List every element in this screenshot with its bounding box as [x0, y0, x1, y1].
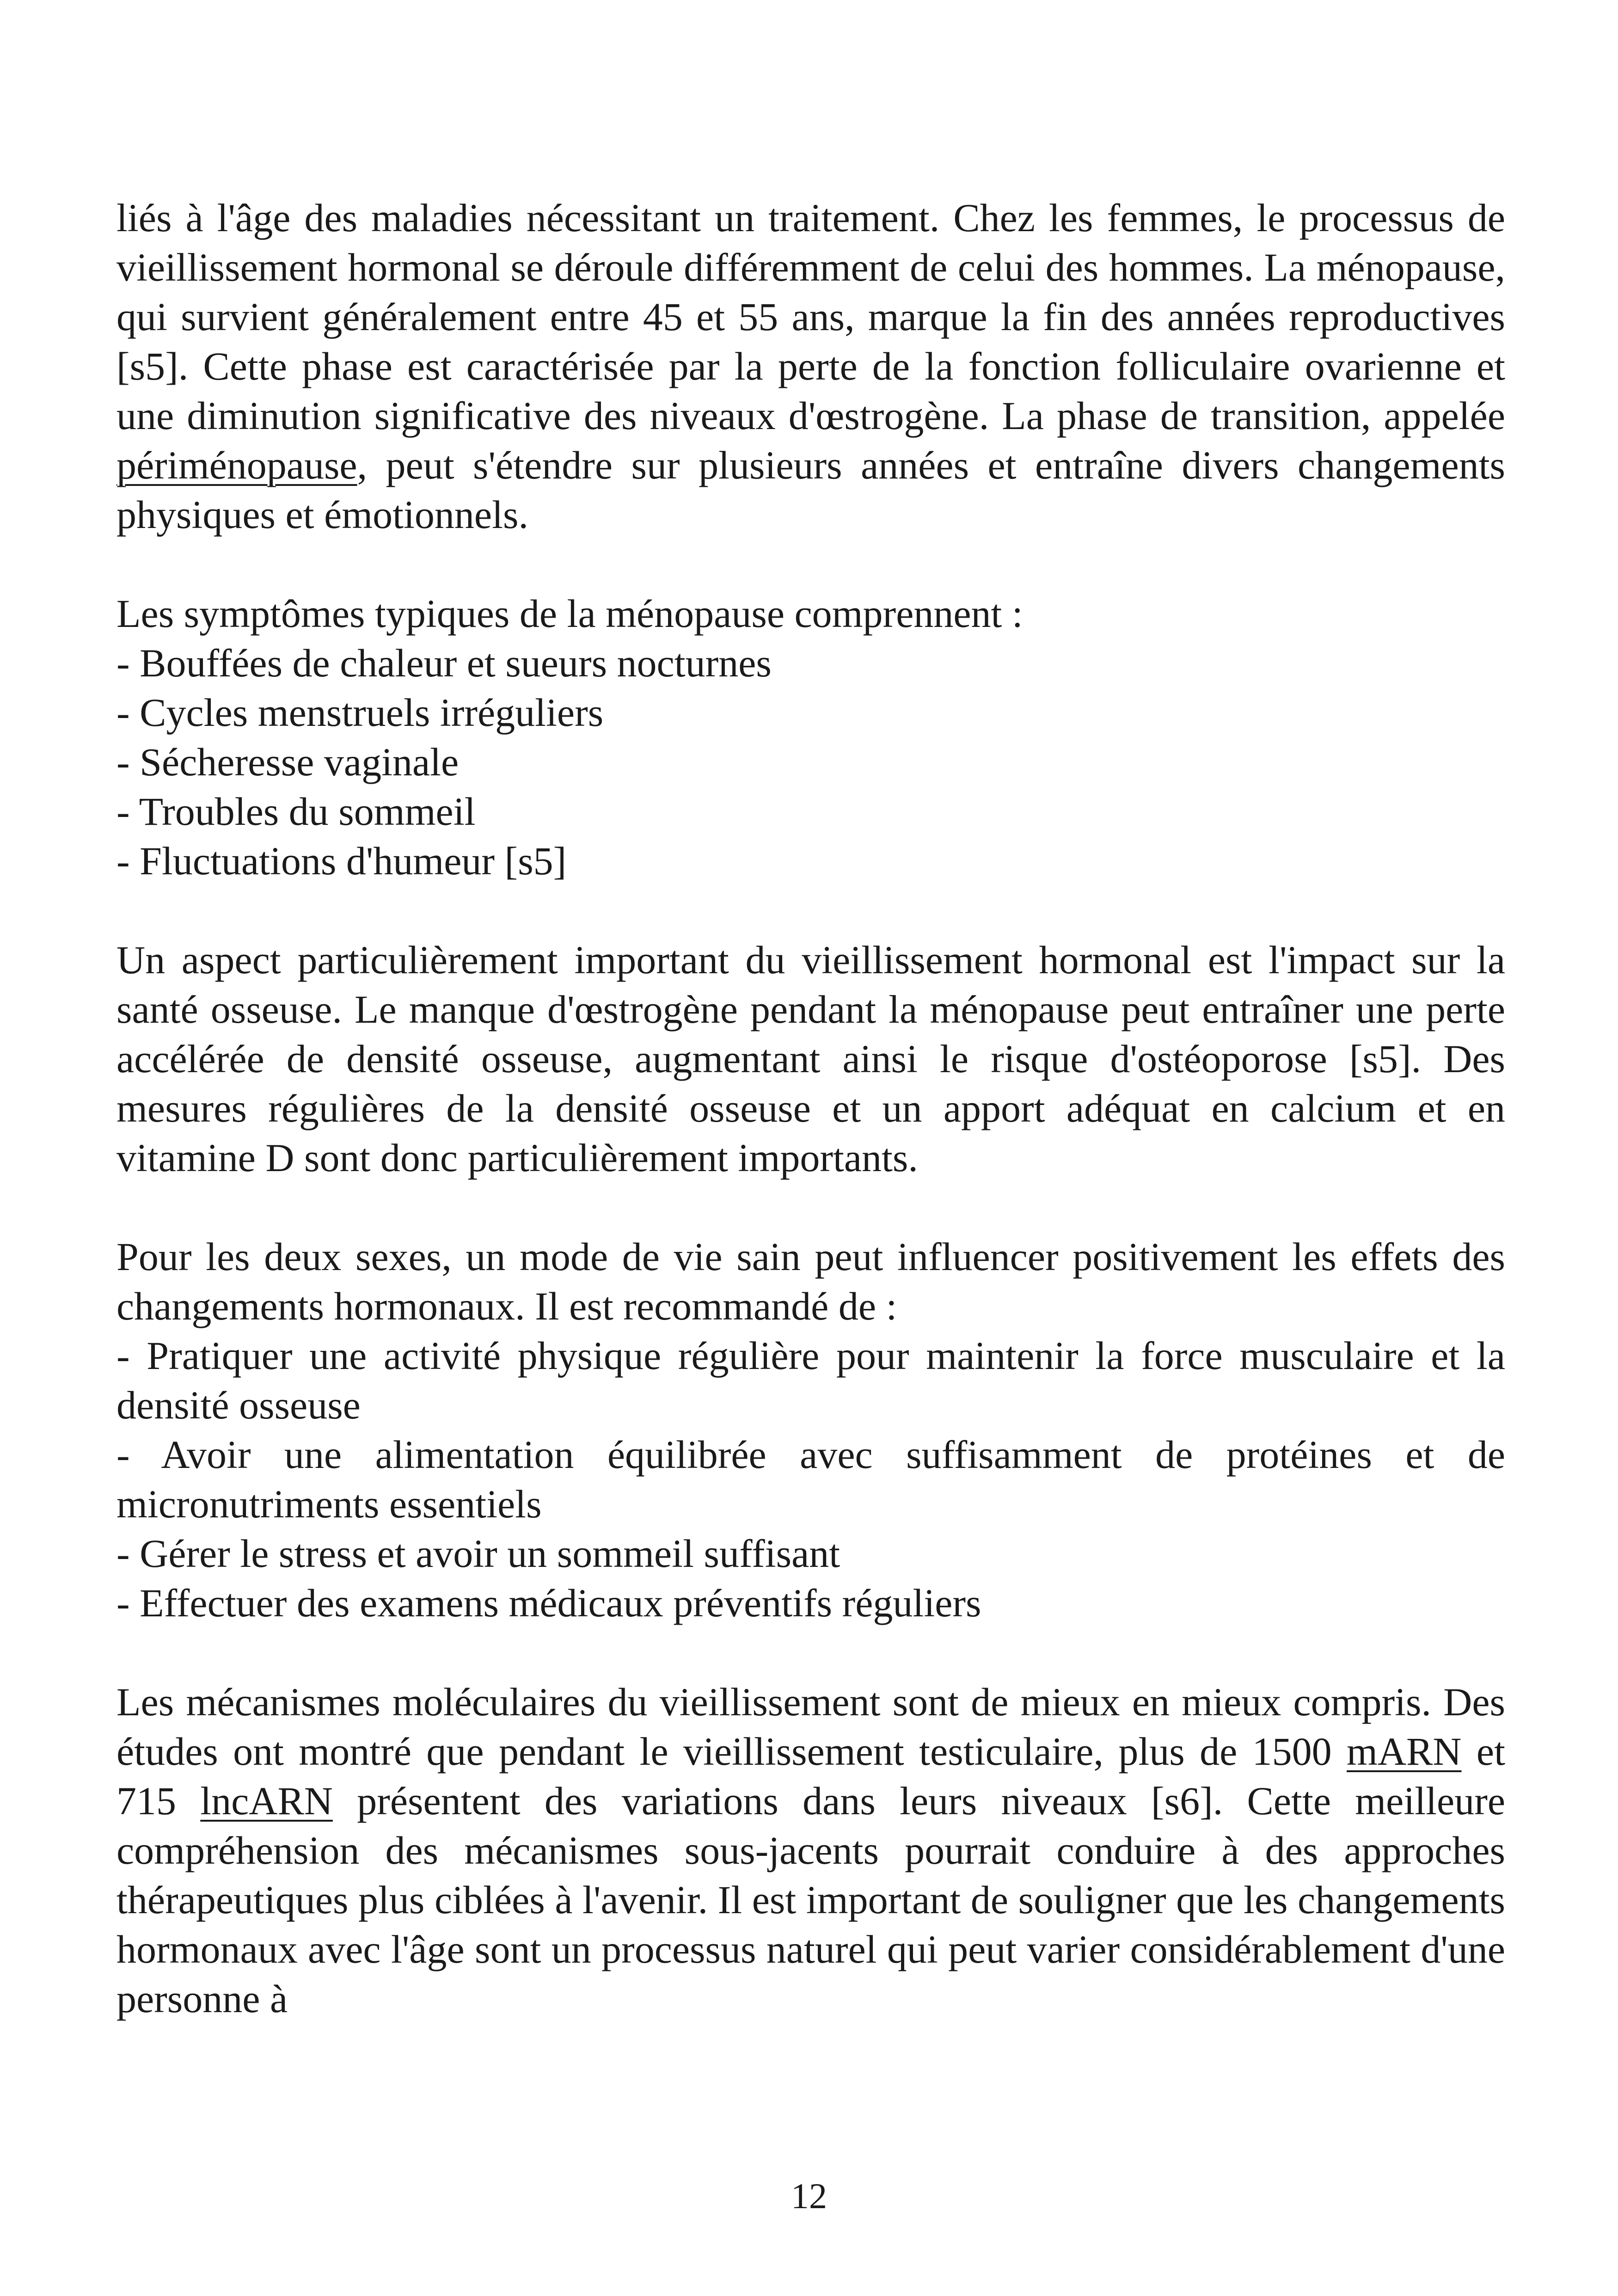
list-item: - Fluctuations d'humeur [s5] [116, 839, 567, 883]
list-item: - Avoir une alimentation équilibrée avec suffisamment de protéines et de micronutriments essentiels [116, 1432, 1505, 1526]
list-item: - Pratiquer une activité physique régulière pour maintenir la force musculaire et la densité osseuse [116, 1333, 1505, 1427]
paragraph-spacer [116, 1628, 1505, 1677]
list-item: - Gérer le stress et avoir un sommeil suffisant [116, 1531, 840, 1576]
page-number: 12 [791, 2176, 827, 2216]
list-item: - Effectuer des examens médicaux préventifs réguliers [116, 1581, 981, 1625]
link-perimenopause[interactable]: périménopause [116, 443, 357, 487]
paragraph-text: Les mécanismes moléculaires du vieillissement sont de mieux en mieux compris. Des études ont montré que pendant le vieillissement testiculaire, plus de 1500 [116, 1680, 1505, 1774]
paragraph-menopause [116, 193, 1505, 540]
paragraph-text: et 715 [116, 1729, 1505, 1823]
list-item: - Troubles du sommeil [116, 789, 476, 834]
paragraph-spacer [116, 540, 1505, 589]
list-item: - Bouffées de chaleur et sueurs nocturnes [116, 641, 772, 685]
lifestyle-intro: Pour les deux sexes, un mode de vie sain peut influencer positivement les effets des changements hormonaux. Il est recommandé de : [116, 1234, 1505, 1328]
paragraph-text: , peut s'étendre sur plusieurs années et entraîne divers changements physiques et émotionnels. [116, 443, 1505, 537]
link-marn[interactable]: mARN [1347, 1729, 1462, 1774]
paragraph-bone-health: Un aspect particulièrement important du vieillissement hormonal est l'impact sur la santé osseuse. Le manque d'œstrogène pendant la ménopause peut entraîner une perte accélérée de densité osseuse, augmentant ainsi le risque d'ostéoporose [s5]. Des mesures régulières de la densité osseuse et un apport adéquat en calcium et en vitamine D sont donc particulièrement importants. [116, 938, 1505, 1180]
body-text [116, 193, 1505, 2024]
paragraph-spacer [116, 1183, 1505, 1232]
list-item: - Sécheresse vaginale [116, 740, 459, 784]
link-lncarn[interactable]: lncARN [200, 1779, 333, 1823]
list-item: - Cycles menstruels irréguliers [116, 690, 604, 735]
paragraph-text: liés à l'âge des maladies nécessitant un traitement. Chez les femmes, le processus de vieillissement hormonal se déroule différemment de celui des hommes. La ménopause, qui survient généralement entre 45 et 55 ans, marque la fin des années reproductives [s5]. Cette phase est caractérisée par la perte de la fonction folliculaire ovarienne et une diminution significative des niveaux d'œstrogène. La phase de transition, appelée [116, 196, 1505, 438]
paragraph-text: présentent des variations dans leurs niveaux [s6]. Cette meilleure compréhension des mécanismes sous-jacents pourrait conduire à des approches thérapeutiques plus ciblées à l'avenir. Il est important de souligner que les changements hormonaux avec l'âge sont un processus naturel qui peut varier considérablement d'une personne à [116, 1779, 1506, 2021]
symptoms-intro: Les symptômes typiques de la ménopause comprennent : [116, 591, 1023, 636]
paragraph-molecular-mechanisms [116, 1677, 1505, 2024]
paragraph-spacer [116, 886, 1505, 935]
